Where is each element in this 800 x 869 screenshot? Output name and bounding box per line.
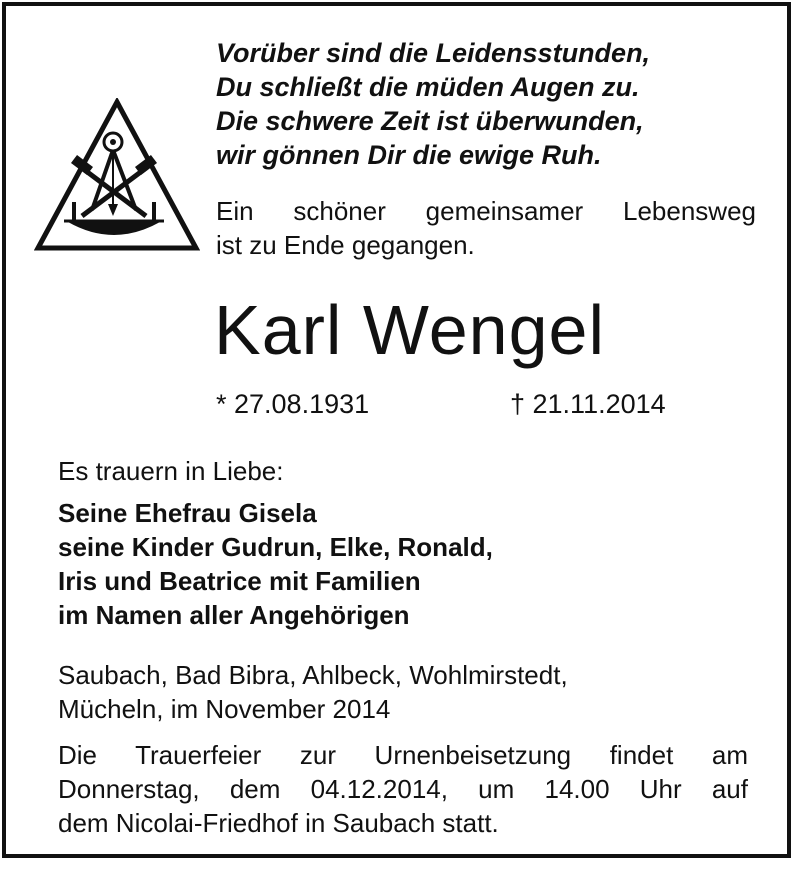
poem-verse — [216, 36, 776, 172]
ceremony-line: Die Trauerfeier zur Urnenbeisetzung findet am — [58, 740, 748, 770]
ceremony-line: dem Nicolai-Friedhof in Saubach statt. — [58, 808, 499, 838]
poem-line: Du schließt die müden Augen zu. — [216, 72, 640, 102]
birth-date: * 27.08.1931 — [216, 389, 370, 419]
ceremony-line: Donnerstag, dem 04.12.2014, um 14.00 Uhr auf — [58, 774, 748, 804]
poem-line: Vorüber sind die Leidensstunden, — [216, 38, 651, 68]
mourners-intro: Es trauern in Liebe: — [58, 456, 284, 486]
poem-line: Die schwere Zeit ist überwunden, — [216, 106, 644, 136]
intro-line: ist zu Ende gegangen. — [216, 230, 475, 260]
mourner-line: Seine Ehefrau Gisela — [58, 498, 317, 528]
obituary-frame — [2, 2, 791, 858]
poem-line: wir gönnen Dir die ewige Ruh. — [216, 140, 602, 170]
masonic-triangle-emblem-icon — [34, 98, 200, 252]
intro-text — [216, 194, 756, 262]
mourners-list — [58, 496, 493, 632]
deceased-name: Karl Wengel — [214, 291, 606, 369]
places-and-date — [58, 658, 568, 726]
intro-line: Ein schöner gemeinsamer Lebensweg — [216, 196, 756, 226]
places-line: Mücheln, im November 2014 — [58, 694, 391, 724]
places-line: Saubach, Bad Bibra, Ahlbeck, Wohlmirstedt, — [58, 660, 568, 690]
mourner-line: seine Kinder Gudrun, Elke, Ronald, — [58, 532, 493, 562]
mourner-line: Iris und Beatrice mit Familien — [58, 566, 421, 596]
death-date: † 21.11.2014 — [510, 389, 666, 419]
ceremony-notice — [58, 738, 748, 840]
mourner-line: im Namen aller Angehörigen — [58, 600, 410, 630]
